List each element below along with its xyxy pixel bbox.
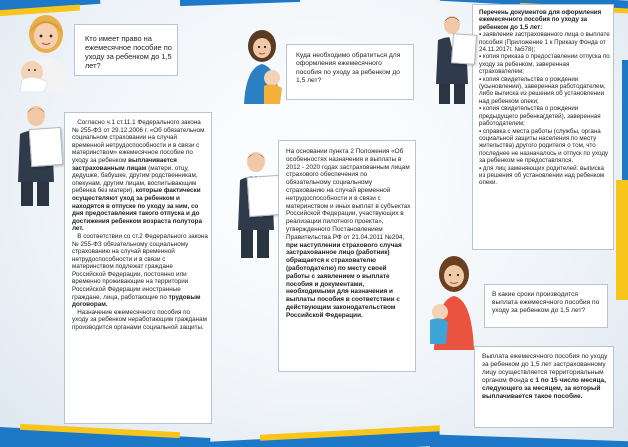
right-edge-blue-stripe	[622, 60, 628, 180]
top-middle-blue-stripe	[180, 0, 300, 6]
middle-body-b: при наступлении страхового случая застрахованное лицо (работник) обращается к страхователю (работодателю) по месту своей работы с заявлением о выплате пособия и документами, необходимыми для назначения и выплаты пособия в соответствии с действующим законодательством Российской Федерации.	[286, 241, 402, 319]
bottom-right-blue-stripe	[430, 434, 628, 447]
left-p2-b: трудовым договорам.	[72, 293, 201, 309]
middle-question-text: Куда необходимо обратиться для оформления ежемесячного пособия по уходу за ребенком до 1,5 лет?	[296, 52, 401, 85]
left-p1-d: которые фактически осуществляют уход за ребенком и находятся в отпуске по уходу за ним, со дня предоставления такого отпуска и до достижения ребенком возраста полутора лет.	[72, 187, 202, 233]
right-edge-yellow-stripe	[616, 180, 628, 300]
right-doc-item-1: заявление застрахованного лица о выплате пособия (Приложение 1 к Приказу Фонда от 24.11.2017г. №578);	[479, 31, 610, 54]
right-doc-item-2: копия приказа о предоставлении отпуска по уходу за ребенком, заверенная страхователем;	[479, 53, 610, 76]
right-answer-a: Выплата ежемесячного пособия по уходу за ребенком до 1,5 лет застрахованному лицу осуществляется территориальным органом Фонда	[482, 353, 608, 384]
woman-with-child-right-illustration	[420, 254, 484, 350]
right-docs-title: Перечень документов для оформления ежемесячного пособия по уходу за ребенком до 1,5 лет:	[479, 9, 602, 31]
right-doc-item-4: копия свидетельства о рождении предыдущего ребенка(детей), заверенная работодателем;	[479, 105, 601, 128]
middle-body-a: На основании пункта 2 Положения «Об особенностях назначения и выплаты в 2012 - 2020 годах застрахованным лицам страхового обеспечения по обязательному социальному страхованию на случай временной нетрудоспособности и в связи с материнством и иных выплат в субъектах Российской Федерации, участвующих в реализации пилотного проекта», утвержденного Постановлением Правительства РФ от 21.04.2011 №294,	[286, 148, 411, 241]
left-blank-sheet	[29, 127, 64, 167]
right-docs-text: Перечень документов для оформления ежемесячного пособия по уходу за ребенком до 1,5 лет: ▪ заявление застрахованного лица о выплате пособия (Приложение 1 к Приказу Фонда от 24.11.2017г. №578); ▪ копия приказа о предоставлении отпуска по уходу за ребенком, заверенная страхователем; ▪ копия свидетельства о рождении (усыновлении), заверенная работодателем, либо выписка из решения об установлении над ребенком опеки; ▪ копия свидетельства о рождении предыдущего ребенка(детей), заверенная работодателем; ▪ справка с места работы (службы, органа социальной защиты населения по месту жительства) другого родителя о том, что последнее не назначалось и отпуск по уходу за ребенком не предоставлялся. ▪ для лиц заменяющих родителей: выписка из решения об установлении над ребенком опеки.	[479, 9, 610, 187]
right-question-box	[484, 284, 608, 328]
middle-blank-sheet	[247, 175, 282, 217]
right-docs-box	[472, 4, 614, 250]
middle-body-text	[286, 148, 412, 320]
right-blank-sheet	[451, 33, 477, 65]
right-answer-b: с 1 по 15 число месяца, следующего за месяцем, за который выплачивается такое пособие.	[482, 377, 606, 400]
left-p3: Назначение ежемесячного пособия по уходу за ребенком неработающим гражданам производится органами социальной защиты.	[72, 308, 207, 332]
left-body-text	[72, 119, 208, 332]
right-doc-item-6: для лиц заменяющих родителей: выписка из решения об установлении над ребенком опеки.	[479, 164, 605, 187]
right-doc-item-3: копия свидетельства о рождении (усыновлении), заверенная работодателем, либо выписка из решения об установлении над ребенком опеки;	[479, 75, 606, 105]
right-answer-text	[482, 353, 610, 401]
woman-with-child-middle-illustration	[232, 28, 288, 104]
left-body-box	[64, 112, 212, 424]
right-answer-box	[474, 346, 614, 428]
left-question-box	[74, 24, 178, 76]
middle-question-box	[286, 44, 414, 100]
left-p2-a: В соответствии со ст.2 Федерального закона № 255-ФЗ обязательному социальному страхованию на случай временной нетрудоспособности и в связи с материнством подлежат граждане Российской Федерации, постоянно или временно проживающие на территории Российской Федерации иностранные граждане, лица, работающие по	[72, 232, 208, 301]
left-p1-b: выплачивается застрахованным лицам	[72, 156, 177, 172]
left-question-text: Кто имеет право на ежемесячное пособие по уходу за ребенком до 1,5 лет?	[85, 34, 172, 70]
woman-with-baby-illustration	[14, 12, 82, 92]
middle-body-box	[278, 140, 416, 372]
right-question-text: В какие сроки производится выплата ежемесячного пособия по уходу за ребенком до 1,5 лет?	[492, 291, 600, 315]
right-doc-item-5: справка с места работы (службы, органа социальной защиты населения по месту жительства) другого родителя о том, что последнее не назначалось и отпуск по уходу за ребенком не предоставлялся.	[479, 127, 609, 165]
left-p1-a: Согласно ч.1 ст.11.1 Федерального закона № 255-ФЗ от 29.12.2006 г. «Об обязательном социальном страховании на случай временной нетрудоспособности и в связи с материнством» ежемесячное пособие по уходу за ребенком	[72, 119, 205, 164]
left-p1-c: (матери, отцу, дедушке, бабушке, другим родственникам, опекунам, другим лицам, воспитывающим ребенка без матери),	[72, 164, 198, 195]
